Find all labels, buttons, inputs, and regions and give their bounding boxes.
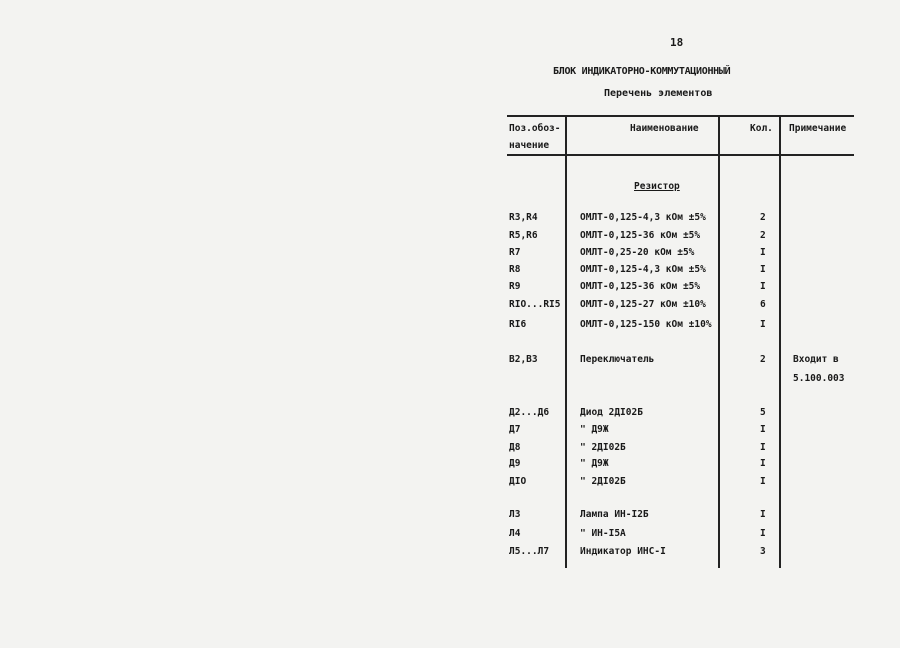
table-header-rule (507, 154, 854, 156)
row-position: R8 (509, 264, 521, 275)
row-name: ОМЛТ-0,125-36 кОм ±5% (580, 281, 701, 292)
row-position: RIO...RI5 (509, 299, 561, 310)
header-position-line-1: Поз.обоз- (509, 123, 561, 134)
row-quantity: 5 (760, 407, 766, 418)
row-quantity: I (760, 247, 766, 258)
row-name: " 2ДI02Б (580, 476, 626, 487)
row-quantity: I (760, 458, 766, 469)
row-quantity: I (760, 442, 766, 453)
header-position-line-2: начение (509, 140, 550, 151)
row-name: " 2ДI02Б (580, 442, 626, 453)
row-name: ОМЛТ-0,125-150 кОм ±10% (580, 319, 712, 330)
header-quantity: Кол. (750, 123, 773, 134)
row-name: ОМЛТ-0,125-4,3 кОм ±5% (580, 264, 706, 275)
row-position: Д7 (509, 424, 521, 435)
row-note: 5.100.003 (793, 373, 845, 384)
row-position: RI6 (509, 319, 527, 330)
header-name: Наименование (630, 123, 699, 134)
row-name: Переключатель (580, 354, 655, 365)
row-position: R5,R6 (509, 230, 538, 241)
column-divider-3 (779, 115, 781, 568)
row-position: R7 (509, 247, 521, 258)
header-position (509, 120, 560, 154)
row-name: ОМЛТ-0,125-4,3 кОм ±5% (580, 212, 706, 223)
row-name: Индикатор ИНС-I (580, 546, 666, 557)
column-divider-2 (718, 115, 720, 568)
row-quantity: 2 (760, 354, 766, 365)
row-position: Л3 (509, 509, 521, 520)
row-name: ОМЛТ-0,125-27 кОм ±10% (580, 299, 706, 310)
row-name: " Д9Ж (580, 458, 609, 469)
row-quantity: 6 (760, 299, 766, 310)
row-name: Лампа ИН-I2Б (580, 509, 649, 520)
row-quantity: I (760, 281, 766, 292)
row-position: Д8 (509, 442, 521, 453)
row-position: ДIO (509, 476, 527, 487)
row-note: Входит в (793, 354, 839, 365)
page-number: 18 (670, 36, 684, 49)
row-quantity: 2 (760, 230, 766, 241)
row-position: Л5...Л7 (509, 546, 550, 557)
row-quantity: I (760, 319, 766, 330)
section-title-resistor: Резистор (634, 181, 680, 192)
row-quantity: I (760, 509, 766, 520)
row-quantity: I (760, 528, 766, 539)
row-position: Д2...Д6 (509, 407, 550, 418)
document-subtitle: Перечень элементов (604, 88, 713, 99)
document-title: БЛОК ИНДИКАТОРНО-КОММУТАЦИОННЫЙ (553, 66, 731, 77)
row-quantity: 3 (760, 546, 766, 557)
row-quantity: 2 (760, 212, 766, 223)
row-quantity: I (760, 264, 766, 275)
header-note: Примечание (789, 123, 847, 134)
row-position: Л4 (509, 528, 521, 539)
row-position: R9 (509, 281, 521, 292)
table-top-rule (507, 115, 854, 117)
row-quantity: I (760, 476, 766, 487)
row-position: B2,B3 (509, 354, 538, 365)
row-name: " Д9Ж (580, 424, 609, 435)
row-name: ОМЛТ-0,25-20 кОм ±5% (580, 247, 695, 258)
row-name: " ИН-I5А (580, 528, 626, 539)
row-position: Д9 (509, 458, 521, 469)
column-divider-1 (565, 115, 567, 568)
row-name: Диод 2ДI02Б (580, 407, 643, 418)
row-position: R3,R4 (509, 212, 538, 223)
row-quantity: I (760, 424, 766, 435)
row-name: ОМЛТ-0,125-36 кОм ±5% (580, 230, 701, 241)
